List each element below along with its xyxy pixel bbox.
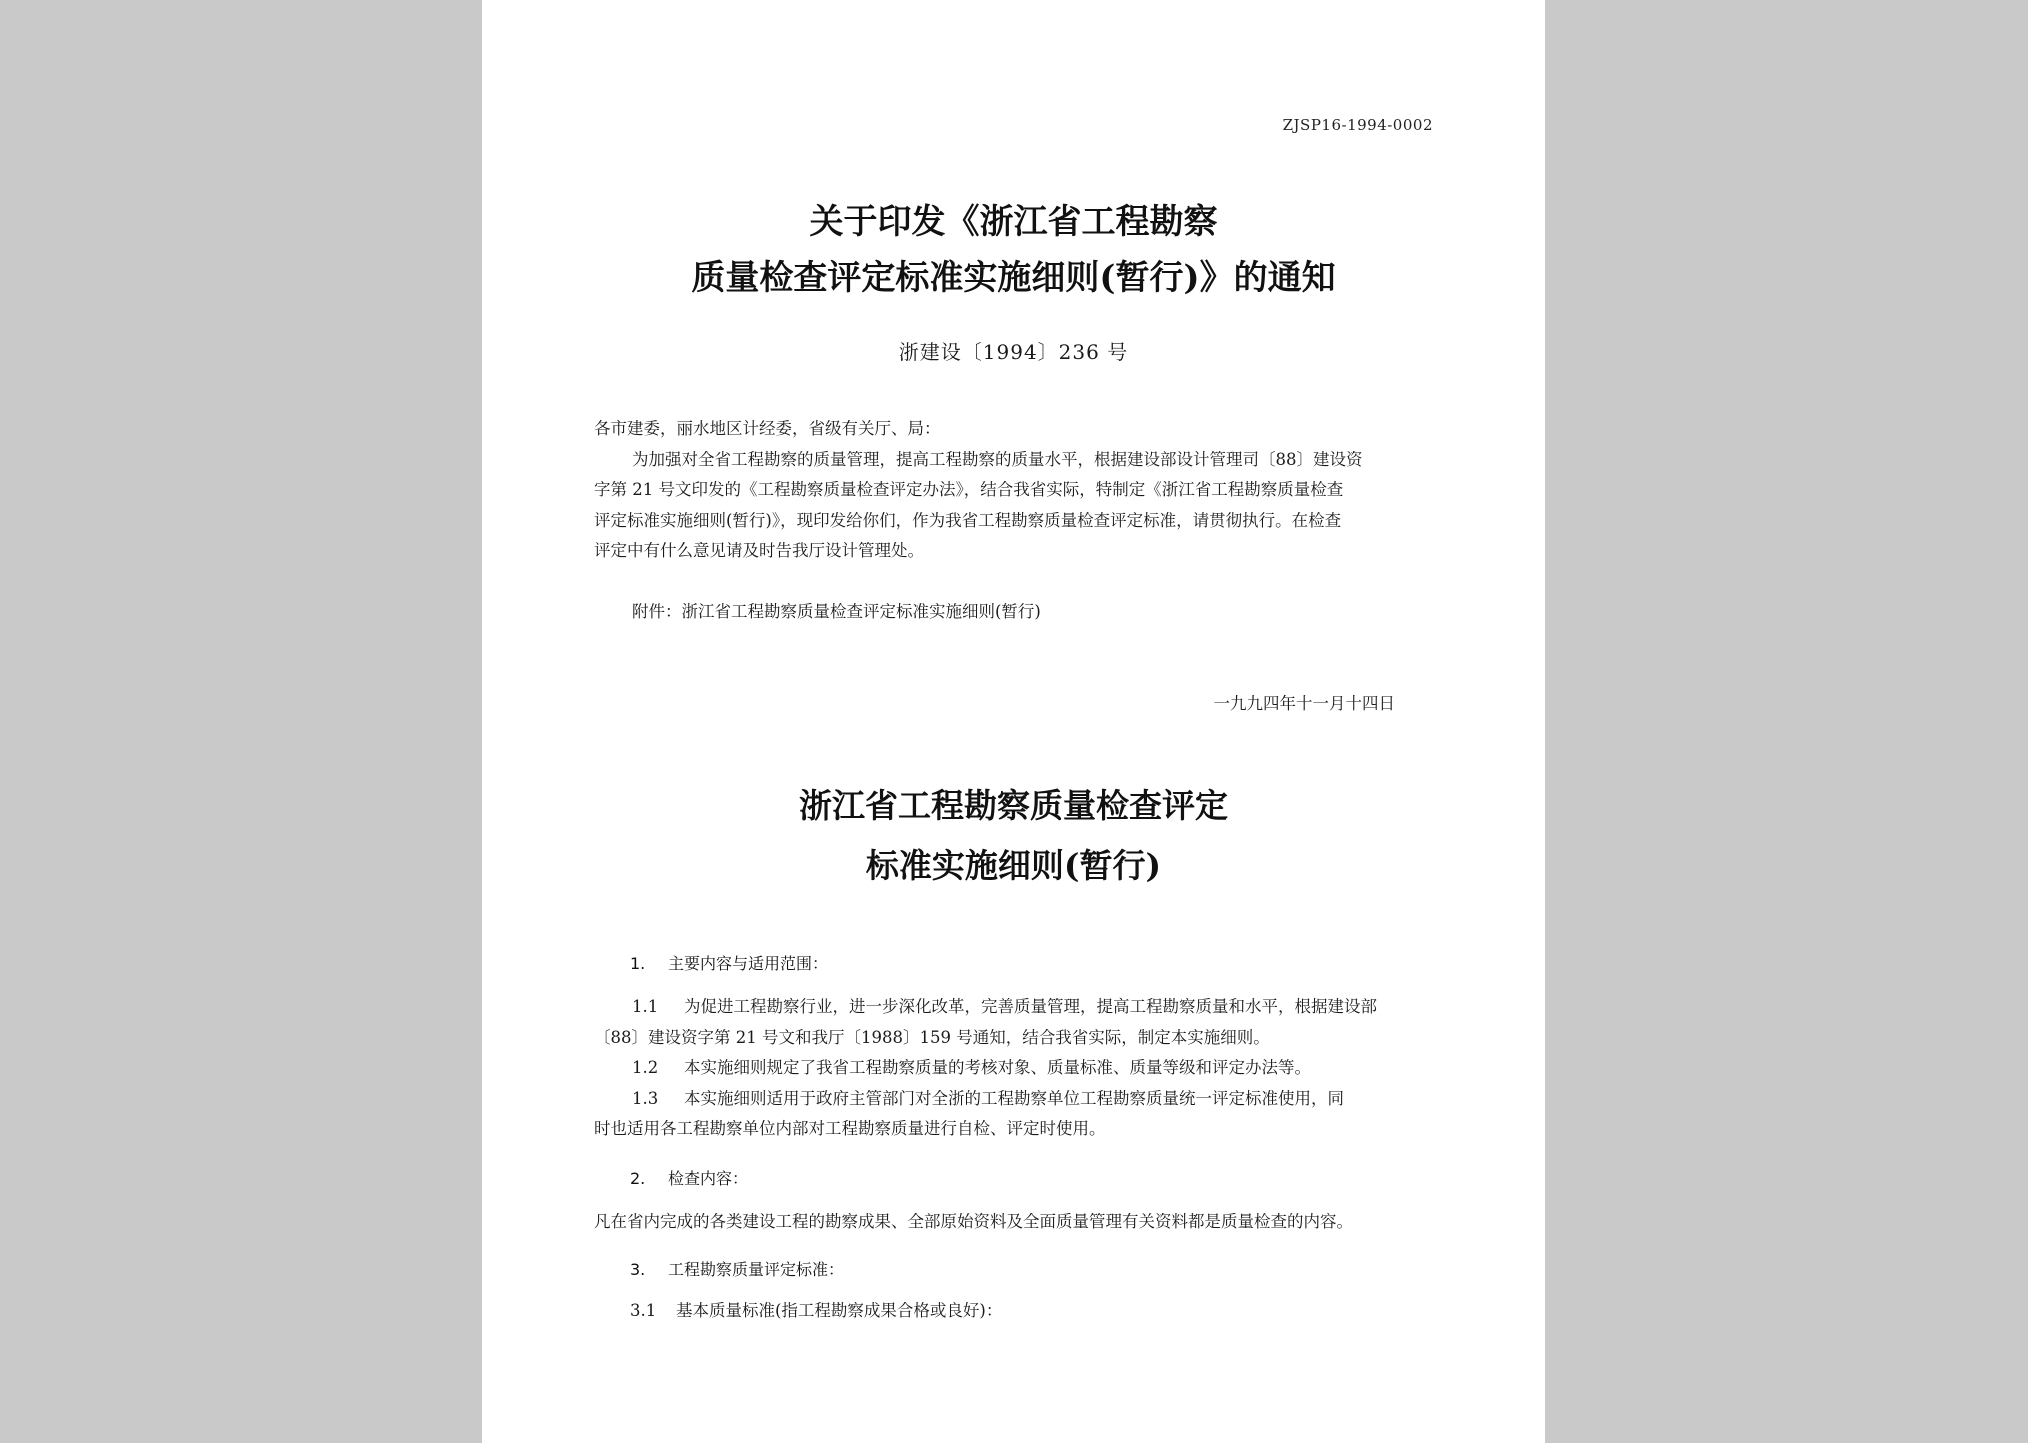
clause-continuation: 时也适用各工程勘察单位内部对工程勘察质量进行自检、评定时使用。 — [594, 1119, 1106, 1138]
section-heading — [630, 951, 828, 974]
section-1-clauses — [594, 992, 1434, 1145]
notice-title-line: 质量检查评定标准实施细则(暂行)》的通知 — [691, 258, 1336, 298]
section-2-body — [594, 1207, 1434, 1238]
rules-title-line: 标准实施细则(暂行) — [865, 846, 1162, 885]
section-title: 检查内容： — [668, 1169, 749, 1188]
notice-body — [594, 414, 1434, 567]
clause-number: 3.1 — [630, 1301, 657, 1320]
body-line: 评定中有什么意见请及时告我厅设计管理处。 — [594, 541, 924, 560]
attachment-text: 附件：浙江省工程勘察质量检查评定标准实施细则(暂行) — [632, 602, 1041, 621]
rules-title — [482, 776, 1545, 896]
subsection-3-1 — [630, 1297, 1002, 1321]
clause-number: 1.3 — [632, 1088, 659, 1108]
rules-title-line: 浙江省工程勘察质量检查评定 — [799, 786, 1228, 825]
clause-line — [594, 1053, 1434, 1084]
section-heading — [630, 1166, 748, 1189]
clause-line — [594, 992, 1434, 1023]
notice-title-line: 关于印发《浙江省工程勘察 — [809, 202, 1218, 242]
section-title: 主要内容与适用范围： — [668, 954, 829, 973]
document-number: 浙建设〔1994〕236 号 — [898, 340, 1129, 364]
section-number: 3. — [630, 1260, 646, 1279]
clause-number: 1.1 — [632, 997, 659, 1016]
section-heading — [630, 1257, 844, 1280]
document-page — [482, 0, 1545, 1443]
body-line: 为加强对全省工程勘察的质量管理，提高工程勘察的质量水平，根据建设部设计管理司〔88〕建设资 — [632, 449, 1363, 469]
salutation: 各市建委，丽水地区计经委，省级有关厅、局： — [594, 419, 941, 438]
clause-text: 为促进工程勘察行业，进一步深化改革，完善质量管理，提高工程勘察质量和水平，根据建设部 — [684, 997, 1377, 1016]
issue-date: 一九九四年十一月十四日 — [1213, 694, 1395, 713]
clause-line — [594, 1084, 1434, 1115]
body-line: 字第 21 号文印发的《工程勘察质量检查评定办法》，结合我省实际，特制定《浙江省工程勘察质量检查 — [594, 480, 1344, 499]
section-title: 工程勘察质量评定标准： — [668, 1260, 845, 1279]
clause-text: 本实施细则规定了我省工程勘察质量的考核对象、质量标准、质量等级和评定办法等。 — [684, 1058, 1311, 1077]
section-number: 1. — [630, 954, 646, 973]
clause-text: 基本质量标准(指工程勘察成果合格或良好)： — [676, 1301, 1003, 1320]
attachment-line — [594, 597, 1434, 628]
clause-number: 1.2 — [632, 1058, 659, 1077]
clause-continuation: 〔88〕建设资字第 21 号文和我厅〔1988〕159 号通知，结合我省实际，制定本实施细则。 — [594, 1027, 1270, 1047]
clause-text: 本实施细则适用于政府主管部门对全浙的工程勘察单位工程勘察质量统一评定标准使用，同 — [684, 1088, 1344, 1108]
section-2-text: 凡在省内完成的各类建设工程的勘察成果、全部原始资料及全面质量管理有关资料都是质量检查的内容。 — [594, 1212, 1353, 1231]
document-code: ZJSP16-1994-0002 — [1282, 116, 1433, 134]
section-number: 2. — [630, 1169, 646, 1188]
body-line: 评定标准实施细则(暂行)》，现印发给你们，作为我省工程勘察质量检查评定标准，请贯彻执行。在检查 — [594, 510, 1342, 530]
notice-title — [482, 194, 1545, 306]
